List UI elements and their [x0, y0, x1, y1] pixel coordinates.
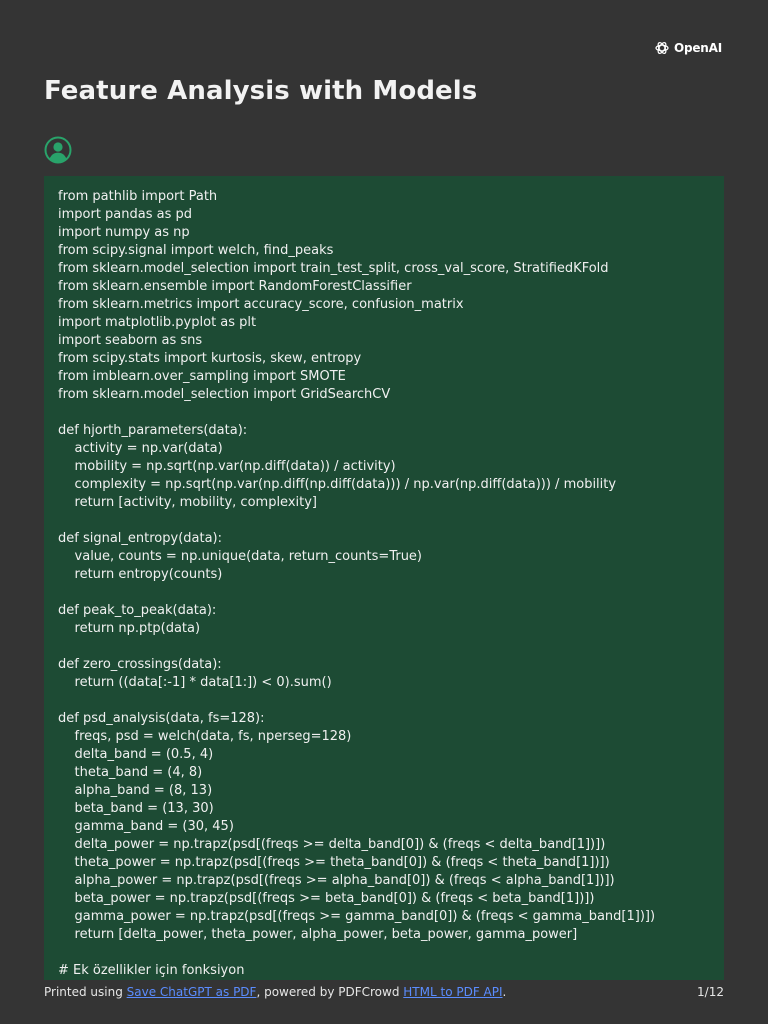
code-line: delta_power = np.trapz(psd[(freqs >= delta_band[0]) & (freqs < delta_band[1])]): [58, 837, 606, 852]
code-line: [58, 404, 710, 422]
openai-brand: [654, 40, 722, 56]
code-line: def signal_entropy(data):: [58, 531, 223, 546]
code-line: alpha_band = (8, 13): [58, 783, 213, 798]
code-line: [58, 692, 710, 710]
save-chatgpt-pdf-link[interactable]: Save ChatGPT as PDF: [126, 985, 257, 999]
code-line: [58, 512, 710, 530]
code-line: theta_power = np.trapz(psd[(freqs >= theta_band[0]) & (freqs < theta_band[1])]): [58, 855, 610, 870]
code-line: value, counts = np.unique(data, return_counts=True): [58, 549, 423, 564]
code-line: freqs, psd = welch(data, fs, nperseg=128): [58, 729, 352, 744]
code-line: beta_power = np.trapz(psd[(freqs >= beta_band[0]) & (freqs < beta_band[1])]): [58, 891, 595, 906]
code-line: def zero_crossings(data):: [58, 657, 222, 672]
code-line: import seaborn as sns: [58, 333, 203, 348]
code-line: from sklearn.model_selection import train_test_split, cross_val_score, StratifiedKFold: [58, 261, 609, 276]
user-avatar-icon: [44, 136, 72, 164]
code-line: def peak_to_peak(data):: [58, 603, 217, 618]
html-to-pdf-api-link[interactable]: HTML to PDF API: [403, 985, 503, 999]
page-title: Feature Analysis with Models: [44, 76, 478, 106]
code-line: [58, 638, 710, 656]
footer-prefix: Printed using: [44, 985, 127, 999]
code-line: delta_band = (0.5, 4): [58, 747, 214, 762]
code-line: return ((data[:-1] * data[1:]) < 0).sum(): [58, 675, 332, 690]
footer-credit: [44, 985, 506, 999]
code-block[interactable]: [44, 176, 724, 980]
code-line: theta_band = (4, 8): [58, 765, 203, 780]
code-line: gamma_power = np.trapz(psd[(freqs >= gamma_band[0]) & (freqs < gamma_band[1])]): [58, 909, 656, 924]
code-line: import pandas as pd: [58, 207, 193, 222]
code-line: return [activity, mobility, complexity]: [58, 495, 317, 510]
code-line: return entropy(counts): [58, 567, 223, 582]
code-line: gamma_band = (30, 45): [58, 819, 234, 834]
code-line: activity = np.var(data): [58, 441, 223, 456]
code-line: complexity = np.sqrt(np.var(np.diff(np.diff(data))) / np.var(np.diff(data))) / mobility: [58, 477, 617, 492]
code-line: from sklearn.metrics import accuracy_score, confusion_matrix: [58, 297, 464, 312]
footer-middle: , powered by PDFCrowd: [256, 985, 404, 999]
code-line: [58, 584, 710, 602]
code-line: from sklearn.model_selection import GridSearchCV: [58, 387, 391, 402]
code-line: def hjorth_parameters(data):: [58, 423, 248, 438]
code-line: import numpy as np: [58, 225, 190, 240]
page-number: 1/12: [697, 985, 724, 999]
code-line: [58, 944, 710, 962]
code-line: import matplotlib.pyplot as plt: [58, 315, 257, 330]
code-line: mobility = np.sqrt(np.var(np.diff(data)) / activity): [58, 459, 396, 474]
footer-suffix: .: [502, 985, 507, 999]
page-footer: [44, 985, 724, 999]
code-line: return np.ptp(data): [58, 621, 201, 636]
code-line: def psd_analysis(data, fs=128):: [58, 711, 265, 726]
code-line: # Ek özellikler için fonksiyon: [58, 963, 245, 978]
code-line: from sklearn.ensemble import RandomForestClassifier: [58, 279, 412, 294]
code-line: beta_band = (13, 30): [58, 801, 214, 816]
brand-name: OpenAI: [673, 41, 722, 55]
code-line: return [delta_power, theta_power, alpha_power, beta_power, gamma_power]: [58, 927, 578, 942]
code-line: from scipy.signal import welch, find_peaks: [58, 243, 334, 258]
code-line: from imblearn.over_sampling import SMOTE: [58, 369, 346, 384]
code-line: alpha_power = np.trapz(psd[(freqs >= alpha_band[0]) & (freqs < alpha_band[1])]): [58, 873, 615, 888]
code-line: from scipy.stats import kurtosis, skew, entropy: [58, 351, 362, 366]
code-line: from pathlib import Path: [58, 189, 218, 204]
openai-logo-icon: [654, 40, 670, 56]
